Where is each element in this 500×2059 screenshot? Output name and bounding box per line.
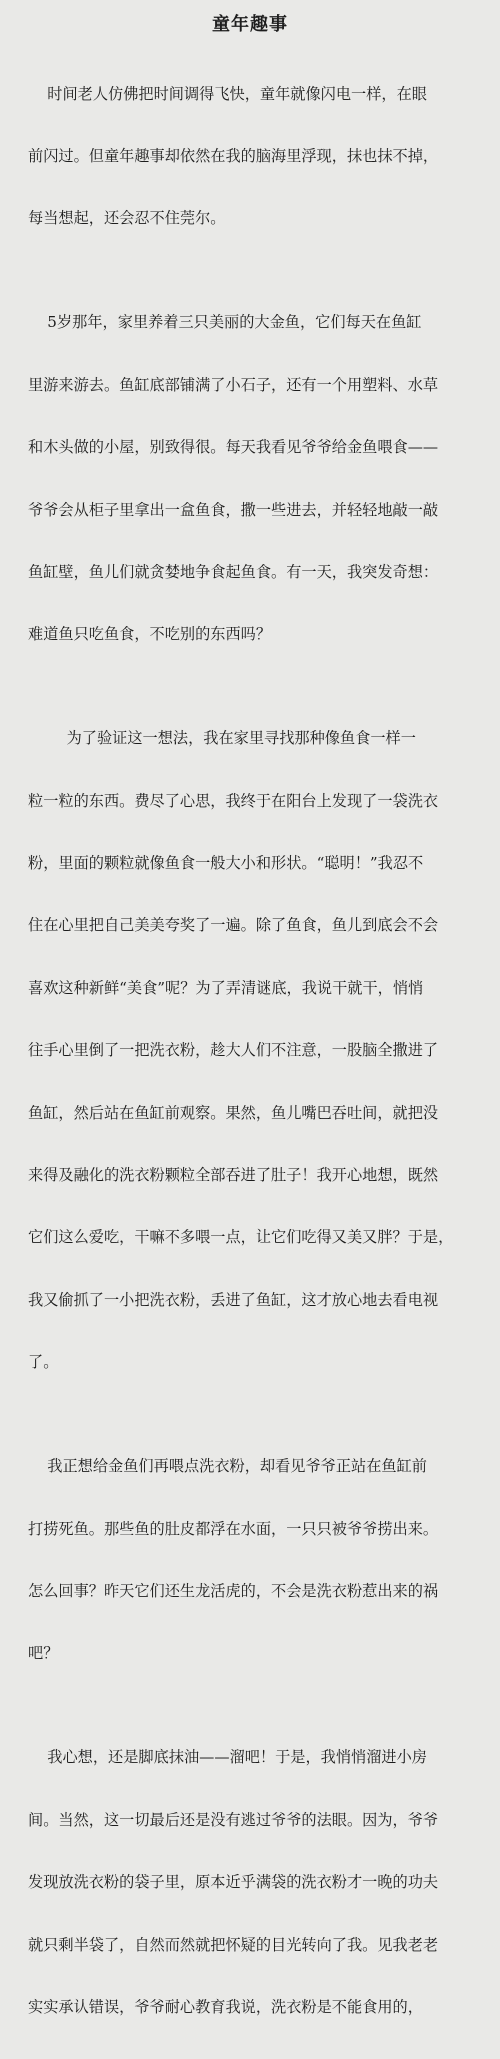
paragraph-line: 来得及融化的洗衣粉颗粒全部吞进了肚子！我开心地想，既然	[28, 1166, 439, 1185]
paragraph-line: 它们这么爱吃，干嘛不多喂一点，让它们吃得又美又胖？于是，	[28, 1228, 454, 1247]
paragraph-line: 鱼缸壁，鱼儿们就贪婪地争食起鱼食。有一天，我突发奇想：	[28, 562, 439, 581]
paragraph-line: 了。	[28, 1353, 59, 1372]
paragraph-line: 间。当然，这一切最后还是没有逃过爷爷的法眼。因为，爷爷	[28, 1810, 439, 1829]
paragraph-line: 就只剩半袋了，自然而然就把怀疑的目光转向了我。见我老老	[28, 1935, 439, 1954]
paragraph-line: 为了验证这一想法，我在家里寻找那种像鱼食一样一	[28, 729, 416, 748]
paragraph-line: 前闪过。但童年趣事却依然在我的脑海里浮现，抹也抹不掉，	[28, 146, 439, 165]
paragraph-line: 喜欢这种新鲜“美食”呢？为了弄清谜底，我说干就干，悄悄	[28, 978, 424, 997]
paragraph-line: 爷爷会从柜子里拿出一盒鱼食，撒一些进去，并轻轻地敲一敲	[28, 500, 439, 519]
paragraph-line: 里游来游去。鱼缸底部铺满了小石子，还有一个用塑料、水草	[28, 375, 439, 394]
paragraph-line: 难道鱼只吃鱼食，不吃别的东西吗？	[28, 625, 271, 644]
paragraph-line: 我又偷抓了一小把洗衣粉，丢进了鱼缸，这才放心地去看电视	[28, 1290, 439, 1309]
paragraph-line: 粉，里面的颗粒就像鱼食一般大小和形状。“聪明！”我忍不	[28, 854, 424, 873]
paragraph-4	[28, 1415, 472, 1706]
paragraph-line: 吧？	[28, 1644, 59, 1663]
paragraph-line: 往手心里倒了一把洗衣粉，趁大人们不注意，一股脑全撒进了	[28, 1041, 439, 1060]
paragraph-3	[28, 687, 472, 1415]
paragraph-line: 我心想，还是脚底抹油——溜吧！于是，我悄悄溜进小房	[28, 1748, 427, 1767]
paragraph-line: 实实承认错误，爷爷耐心教育我说，洗衣粉是不能食用的，	[28, 1997, 423, 2016]
document-title: 童年趣事	[212, 14, 288, 35]
paragraph-line: 住在心里把自己美美夸奖了一遍。除了鱼食，鱼儿到底会不会	[28, 916, 439, 935]
paragraph-line: 5岁那年，家里养着三只美丽的大金鱼，它们每天在鱼缸	[28, 313, 422, 332]
paragraph-line: 时间老人仿佛把时间调得飞快，童年就像闪电一样，在眼	[28, 84, 427, 103]
paragraph-line: 我正想给金鱼们再喂点洗衣粉，却看见爷爷正站在鱼缸前	[28, 1457, 427, 1476]
paragraph-line: 鱼缸，然后站在鱼缸前观察。果然，鱼儿嘴巴吞吐间，就把没	[28, 1103, 439, 1122]
paragraph-1	[28, 42, 472, 271]
paragraph-2	[28, 271, 472, 687]
paragraph-5	[28, 1706, 472, 2059]
paragraph-line: 发现放洗衣粉的袋子里，原本近乎满袋的洗衣粉才一晚的功夫	[28, 1873, 439, 1892]
paragraph-line: 粒一粒的东西。费尽了心思，我终于在阳台上发现了一袋洗衣	[28, 791, 439, 810]
paragraph-line: 每当想起，还会忍不住莞尔。	[28, 209, 226, 228]
paragraph-line: 打捞死鱼。那些鱼的肚皮都浮在水面，一只只被爷爷捞出来。	[28, 1519, 439, 1538]
paragraph-line: 怎么回事？昨天它们还生龙活虎的，不会是洗衣粉惹出来的祸	[28, 1581, 439, 1600]
paragraph-line: 和木头做的小屋，别致得很。每天我看见爷爷给金鱼喂食——	[28, 438, 439, 457]
